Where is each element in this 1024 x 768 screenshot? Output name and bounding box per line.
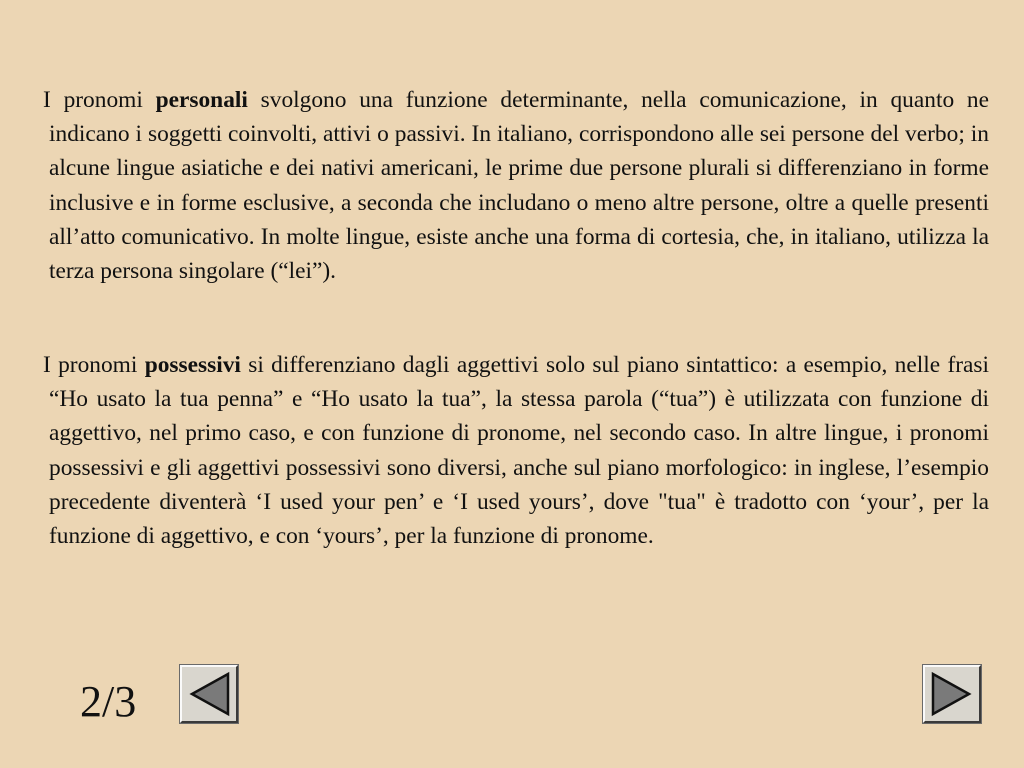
page-indicator: 2/3: [80, 677, 137, 726]
paragraph-intro: I pronomi: [43, 87, 156, 113]
term-possessivi: possessivi: [144, 352, 241, 378]
term-personali: personali: [155, 87, 248, 113]
triangle-left-icon: [182, 667, 236, 721]
paragraph-personal-pronouns: [43, 83, 990, 288]
next-slide-button[interactable]: [923, 665, 981, 723]
paragraph-body: si differenziano dagli aggettivi solo sul piano sintattico: a esempio, nelle frasi “Ho usato la tua penna” e “Ho usato la tua”, la stessa parola (“tua”) è utilizzata con funzione di aggettivo, nel primo caso, e con funzione di pronome, nel secondo caso. In altre lingue, i pronomi possessivi e gli aggettivi possessivi sono diversi, anche sul piano morfologico: in inglese, l’esempio precedente diventerà ‘I used your pen’ e ‘I used yours’, dove "tua" è tradotto con ‘your’, per la funzione di aggettivo, e con ‘yours’, per la funzione di pronome.: [49, 352, 990, 550]
paragraph-intro: I pronomi: [43, 352, 145, 378]
previous-slide-button[interactable]: [180, 665, 238, 723]
triangle-right-icon: [925, 667, 979, 721]
paragraph-possessive-pronouns: [43, 348, 990, 553]
paragraph-body: svolgono una funzione determinante, nella comunicazione, in quanto ne indicano i soggetti coinvolti, attivi o passivi. In italiano, corrispondono alle sei persone del verbo; in alcune lingue asiatiche e dei nativi americani, le prime due persone plurali si differenziano in forme inclusive e in forme esclusive, a seconda che includano o meno altre persone, oltre a quelle presenti all’atto comunicativo. In molte lingue, esiste anche una forma di cortesia, che, in italiano, utilizza la terza persona singolare (“lei”).: [49, 87, 990, 285]
